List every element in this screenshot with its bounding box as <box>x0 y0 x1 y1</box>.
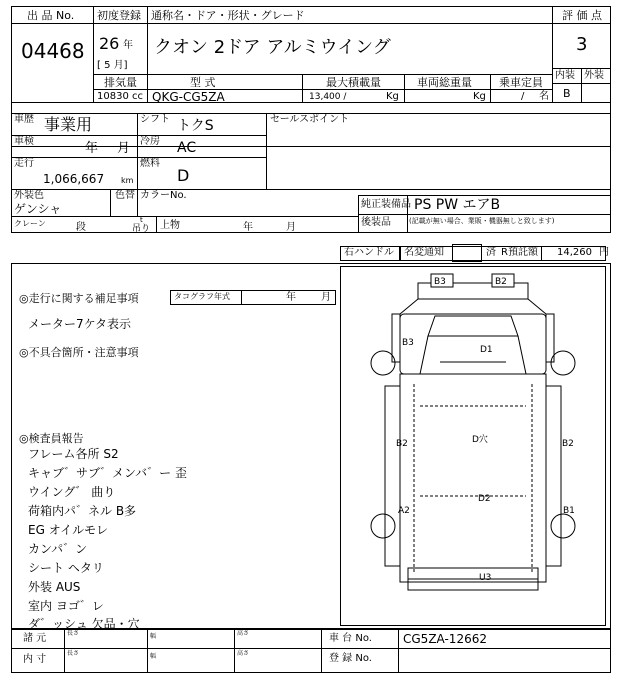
ac-value: AC <box>177 140 197 156</box>
first-reg-label: 初度登録 <box>97 9 141 22</box>
max-load-label: 最大積載量 <box>326 76 381 89</box>
footer-frame <box>11 629 611 673</box>
mileage-value: 1,066,667 <box>43 172 105 186</box>
damage-mark-a2: A2 <box>398 506 410 516</box>
tachograph-month: 月 <box>321 292 331 303</box>
meter-note: メーター7ケタ表示 <box>28 317 132 331</box>
mileage-label: 走行 <box>14 158 34 169</box>
displacement-value: 10830 cc <box>97 91 143 102</box>
crane-label: クレーン <box>14 219 46 228</box>
displacement-label: 排気量 <box>104 76 137 89</box>
inspector-item: フレーム各所 S2 <box>28 447 119 461</box>
chassis-value: CG5ZA-12662 <box>403 632 487 646</box>
naisun-label: 内 寸 <box>23 654 47 665</box>
damage-mark-d-hole: D穴 <box>472 435 488 445</box>
inspector-item: ウイング゛ 曲り <box>28 485 116 499</box>
first-reg-month: [ 5 月] <box>97 60 128 71</box>
shogen-height-label: 高さ <box>237 630 250 637</box>
sales-point-label: セールスポイント <box>270 114 350 125</box>
aftermarket-label: 後装品 <box>361 217 391 228</box>
shift-label: シフト <box>140 114 170 125</box>
recycle-value: 14,260 <box>557 247 592 258</box>
shogen-length-label: 長さ <box>67 630 80 637</box>
tachograph-year: 年 <box>286 292 296 303</box>
interior-label: 内装 <box>555 70 575 81</box>
supplementary-title: ◎走行に関する補足事項 <box>19 292 139 305</box>
inspector-item: 荷箱内パ゛ネル B多 <box>28 504 137 518</box>
damage-mark-b3-front: B3 <box>434 277 446 287</box>
upper-month: 月 <box>286 222 296 233</box>
equipment-value: PS PW エアB <box>414 197 501 213</box>
naisun-length-label: 長さ <box>67 650 80 657</box>
damage-mark-b2-front: B2 <box>495 277 507 287</box>
chassis-label: 車 台 No. <box>329 633 372 644</box>
capacity-label: 乗車定員 <box>499 76 543 89</box>
inspection-year: 年 <box>85 141 99 156</box>
mileage-unit: km <box>121 176 134 185</box>
name-label: 通称名・ドア・形状・グレード <box>151 9 305 22</box>
naisun-height-label: 高さ <box>237 650 250 657</box>
color-code-label: カラーNo. <box>140 190 187 201</box>
year-unit: 年 <box>123 40 133 51</box>
max-load-value: 13,400 / <box>309 92 347 102</box>
name-change-label: 名変通知 <box>404 247 444 258</box>
model-value: QKG-CG5ZA <box>152 90 225 104</box>
naisun-width-label: 幅 <box>150 653 157 660</box>
inspector-item: キャブ゛サブ゛メンバ゛ー 歪 <box>28 466 187 480</box>
color-change-label: 色替 <box>115 190 135 201</box>
model-label: 型 式 <box>190 76 216 89</box>
damage-mark-d1: D1 <box>480 345 493 355</box>
max-load-unit: Kg <box>386 91 399 102</box>
reg-label: 登 録 No. <box>329 653 372 664</box>
equipment-label: 純正装備品 <box>361 199 411 210</box>
grade-label: 評 価 点 <box>562 9 602 22</box>
crane-stage: 段 <box>76 222 86 233</box>
inspector-item: カンパ゛ン <box>28 542 88 556</box>
damage-mark-b1: B1 <box>563 506 575 516</box>
car-name: クオン 2ドア アルミウイング <box>154 37 391 58</box>
ext-color-label: 外装色 <box>14 190 44 201</box>
shogen-label: 諸 元 <box>23 633 47 644</box>
crane-ton: t <box>140 216 143 224</box>
shift-value: トクS <box>177 118 214 134</box>
capacity-unit: 名 <box>539 91 549 102</box>
name-change-box <box>452 244 482 262</box>
damage-mark-b3-cab: B3 <box>402 338 414 348</box>
exterior-label: 外装 <box>584 70 604 81</box>
grade-value: 3 <box>576 34 588 55</box>
fuel-label: 燃料 <box>140 158 160 169</box>
inspector-item: 室内 ヨゴ゛レ <box>28 599 104 613</box>
capacity-value: / <box>521 91 525 102</box>
history-label: 車歴 <box>14 114 34 125</box>
ext-color-value: ゲンシャ <box>14 202 62 216</box>
damage-mark-u3: U3 <box>479 573 492 583</box>
inspector-title: ◎検査員報告 <box>19 432 84 445</box>
gross-weight-label: 車両総重量 <box>417 76 472 89</box>
recycle-unit: 円 <box>599 247 609 258</box>
first-reg-year: 26 <box>99 34 120 53</box>
history-value: 事業用 <box>44 115 93 134</box>
upper-year: 年 <box>243 222 253 233</box>
aftermarket-note: (記載が無い場合、業販・機器無しと致します) <box>409 217 555 225</box>
damage-mark-b2-right: B2 <box>562 439 574 449</box>
inspection-month: 月 <box>117 141 131 156</box>
truck-diagram <box>340 266 606 626</box>
lot-label: 出 品 No. <box>27 9 75 22</box>
defects-title: ◎不具合箇所・注意事項 <box>19 346 139 359</box>
fuel-value: D <box>177 166 190 185</box>
right-handle-flag: 右ハンドル <box>344 247 394 258</box>
lot-number: 04468 <box>21 39 85 63</box>
gross-weight-unit: Kg <box>473 91 486 102</box>
shogen-width-label: 幅 <box>150 633 157 640</box>
recycle-label: R預託額 <box>501 247 538 258</box>
inspector-item: シート ヘタリ <box>28 561 104 575</box>
inspector-item: EG オイルモレ <box>28 523 109 537</box>
interior-value: B <box>563 87 571 100</box>
tachograph-label: タコグラフ年式 <box>174 292 230 301</box>
ac-label: 冷房 <box>140 136 160 147</box>
damage-mark-d2: D2 <box>478 494 491 504</box>
inspector-item: 外装 AUS <box>28 580 81 594</box>
recycle-prefix: 済 <box>486 247 496 258</box>
crane-hang: 吊り <box>132 224 151 234</box>
upper-label: 上物 <box>160 220 180 231</box>
inspection-label: 車検 <box>14 136 34 147</box>
inspector-item: ダ゛ッシュ 欠品・穴 <box>28 617 140 631</box>
auction-sheet <box>11 6 611 673</box>
damage-mark-b2-left: B2 <box>396 439 408 449</box>
